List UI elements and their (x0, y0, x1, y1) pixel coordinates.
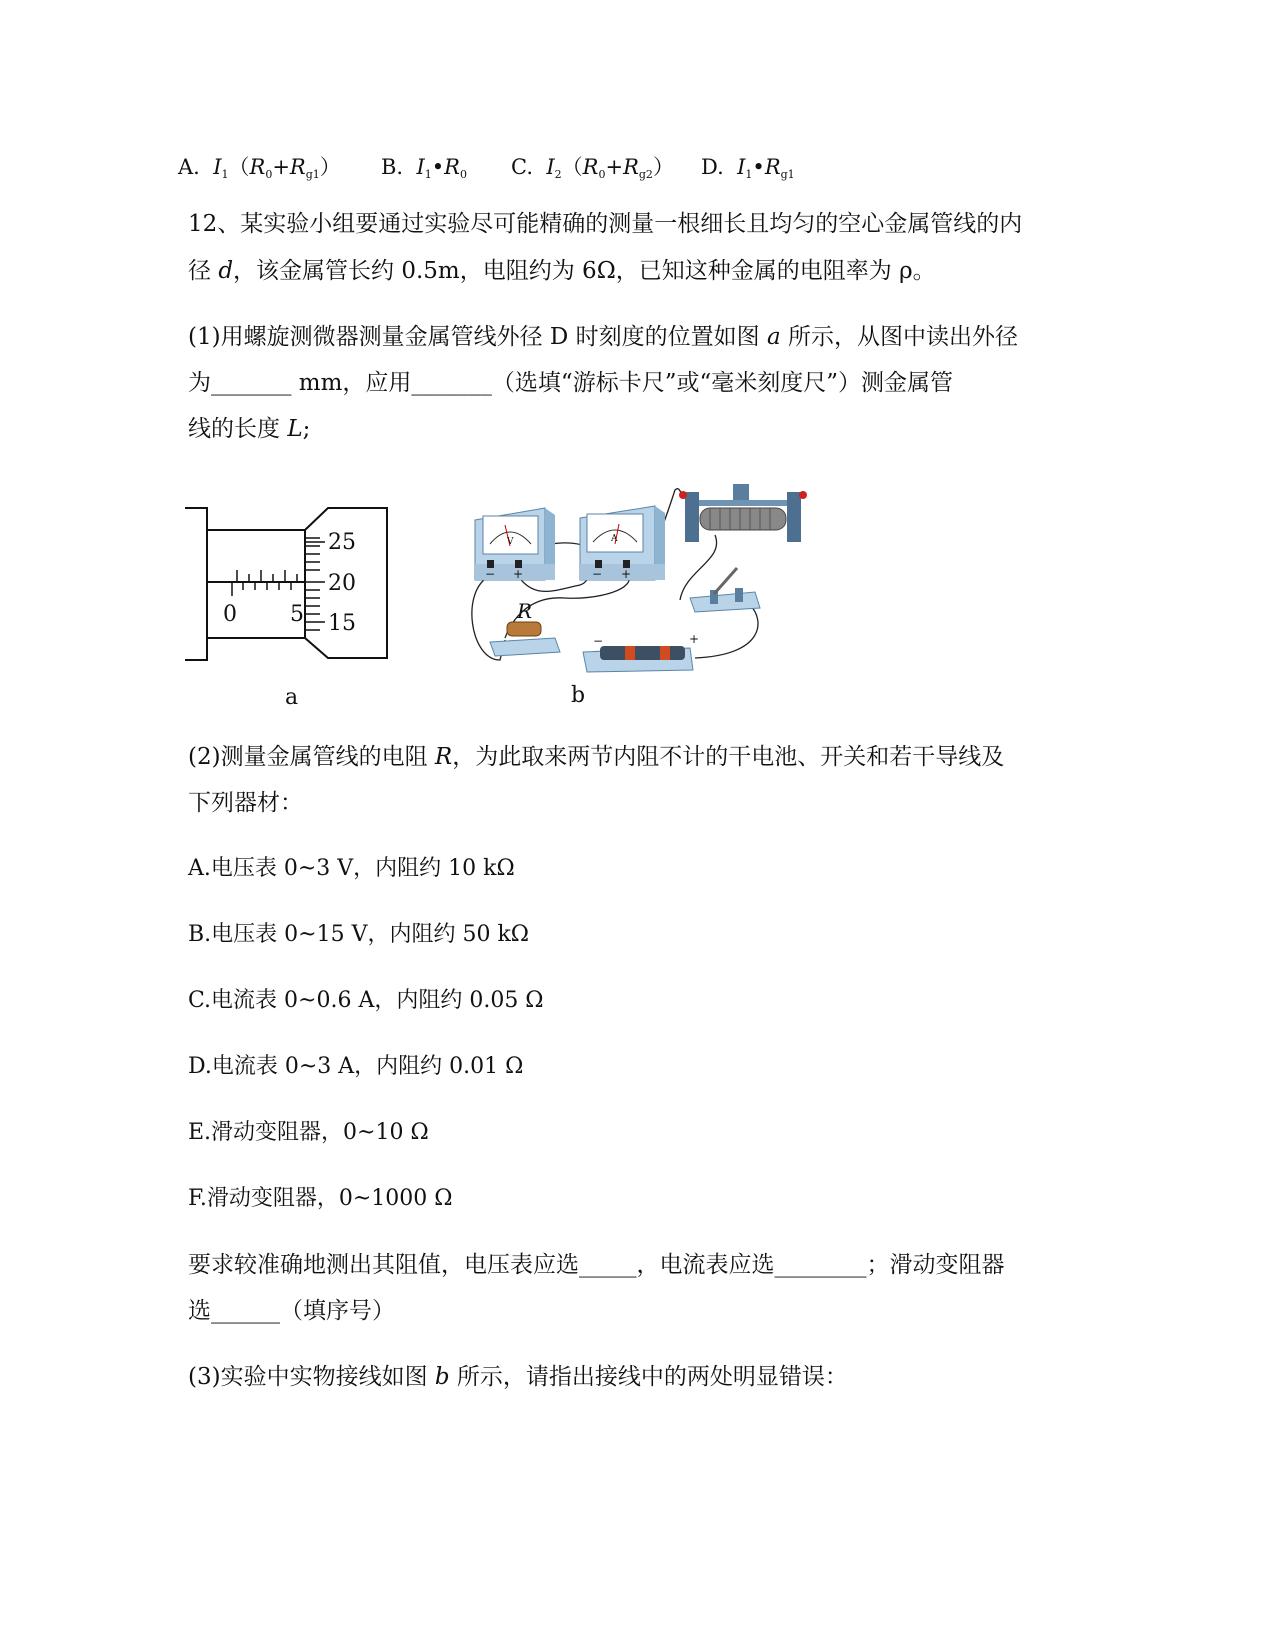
q12-line1: 12、某实验小组要通过实验尽可能精确的测量一根细长且均匀的空心金属管线的内 (188, 211, 1023, 237)
option-d: D. $I_1•R_{g1}$ (701, 155, 795, 181)
switch (690, 568, 760, 612)
part3-line: (3)实验中实物接线如图 b 所示，请指出接线中的两处明显错误： (188, 1364, 848, 1390)
ammeter-label: A (611, 534, 618, 544)
rheostat (679, 484, 807, 542)
micrometer-tick-25: 25 (328, 530, 356, 555)
ammeter (580, 506, 665, 581)
voltmeter-label: V (507, 537, 514, 547)
voltmeter (475, 508, 555, 581)
q12-line2: 径 d，该金属管长约 0.5m，电阻约为 6Ω，已知这种金属的电阻率为 ρ。 (188, 258, 936, 284)
equipment-a: A.电压表 0~3 V，内阻约 10 kΩ (188, 856, 515, 881)
equipment-c: C.电流表 0~0.6 A，内阻约 0.05 Ω (188, 988, 544, 1013)
part2-line2: 下列器材： (188, 790, 303, 816)
equipment-d: D.电流表 0~3 A，内阻约 0.01 Ω (188, 1054, 524, 1079)
micrometer-tick-20: 20 (328, 571, 356, 596)
requirement-line1: 要求较准确地测出其阻值，电压表应选_____，电流表应选________；滑动变阻器 (188, 1252, 1005, 1278)
resistor-label: R (517, 599, 533, 623)
micrometer-tick-15: 15 (328, 611, 356, 636)
micrometer-main-5: 5 (290, 602, 304, 627)
battery (583, 632, 699, 672)
requirement-line2: 选______（填序号） (188, 1298, 395, 1324)
battery-minus: − (593, 634, 604, 648)
part1-line1: (1)用螺旋测微器测量金属管线外径 D 时刻度的位置如图 a 所示，从图中读出外径 (188, 324, 1018, 350)
part1-line2: 为_______ mm，应用_______（选填“游标卡尺”或“毫米刻度尺”）测金属管 (188, 370, 953, 396)
micrometer-figure (180, 500, 395, 670)
equipment-e: E.滑动变阻器，0~10 Ω (188, 1120, 429, 1145)
option-a: A. $I_1(R_0+R_{g1})$ (178, 155, 341, 181)
battery-plus: + (689, 632, 700, 646)
voltmeter-plus: + (513, 567, 524, 581)
option-b: B. $I_1•R_0$ (381, 155, 467, 181)
figure-a-caption: a (285, 685, 299, 710)
equipment-f: F.滑动变阻器，0~1000 Ω (188, 1186, 453, 1211)
circuit-figure (465, 480, 825, 680)
part2-line1: (2)测量金属管线的电阻 R，为此取来两节内阻不计的干电池、开关和若干导线及 (188, 744, 1005, 770)
micrometer-main-0: 0 (223, 602, 237, 627)
option-c: C. $I_2(R_0+R_{g2})$ (511, 155, 674, 181)
equipment-b: B.电压表 0~15 V，内阻约 50 kΩ (188, 922, 530, 947)
voltmeter-minus: − (485, 567, 496, 581)
part1-line3: 线的长度 L; (188, 416, 311, 442)
ammeter-minus: − (592, 567, 603, 581)
figure-b-caption: b (571, 683, 586, 708)
resistor-r (490, 599, 560, 656)
ammeter-plus: + (621, 567, 632, 581)
